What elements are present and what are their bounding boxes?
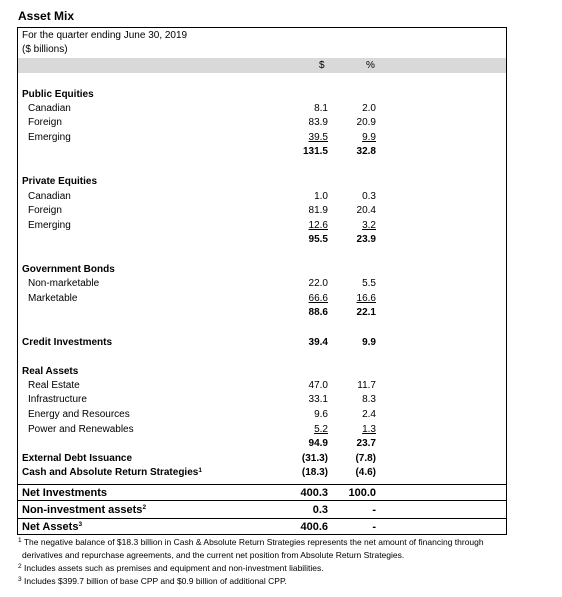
row-label: Real Estate: [28, 380, 80, 391]
percent-value: 0.3: [362, 191, 376, 202]
row-label: Emerging: [28, 220, 71, 231]
dollar-value: 12.6: [308, 220, 328, 231]
row-label: Energy and Resources: [28, 409, 130, 420]
percent-value: 22.1: [356, 307, 376, 318]
row-label: Marketable: [28, 293, 78, 304]
percent-value: 9.9: [362, 132, 376, 143]
percent-value: 1.3: [362, 424, 376, 435]
divider-net-investments-bottom: [18, 500, 506, 501]
dollar-value: 39.4: [308, 337, 328, 348]
row-label: Foreign: [28, 117, 62, 128]
percent-value: 9.9: [362, 337, 376, 348]
page-title: Asset Mix: [18, 9, 75, 23]
footnote-text: derivatives and repurchase agreements, and the current net position from Absolute Return Strategies.: [22, 550, 405, 560]
percent-value: 5.5: [362, 278, 376, 289]
dollar-column-header: $: [319, 60, 325, 71]
footnote-number: 1: [18, 537, 22, 544]
percent-value: 11.7: [357, 380, 376, 391]
row-label: Net Investments: [22, 487, 107, 499]
footnote: [18, 536, 484, 549]
dollar-value: 81.9: [308, 205, 328, 216]
percent-value: 20.9: [356, 117, 376, 128]
footnote-text: Includes assets such as premises and equipment and non-investment liabilities.: [24, 563, 324, 573]
percent-value: 8.3: [362, 394, 376, 405]
percent-value: 32.8: [356, 146, 376, 157]
row-label: Private Equities: [22, 176, 98, 187]
dollar-value: 47.0: [308, 380, 328, 391]
row-label: Foreign: [28, 205, 62, 216]
footnote-text: Includes $399.7 billion of base CPP and $0.9 billion of additional CPP.: [24, 576, 287, 586]
row-label: Canadian: [28, 103, 71, 114]
dollar-value: 95.5: [308, 234, 328, 245]
row-label: Credit Investments: [22, 337, 113, 348]
footnote-marker: 2: [142, 504, 147, 511]
row-label: Emerging: [28, 132, 71, 143]
dollar-value: 94.9: [308, 438, 328, 449]
column-header-band: [18, 58, 506, 73]
dollar-value: 131.5: [302, 146, 328, 157]
row-label: Infrastructure: [28, 394, 87, 405]
row-label: Public Equities: [22, 89, 94, 100]
units-subtitle: ($ billions): [22, 44, 68, 55]
row-label: Net Assets$^3$: [22, 521, 83, 533]
dollar-value: 9.6: [314, 409, 328, 420]
percent-value: 23.9: [356, 234, 376, 245]
percent-column-header: %: [366, 60, 375, 71]
row-label: Government Bonds: [22, 264, 115, 275]
row-label: Real Assets: [22, 366, 79, 377]
percent-value: (7.8): [355, 453, 376, 464]
row-label: Canadian: [28, 191, 71, 202]
footnote: [18, 575, 287, 588]
dollar-value: 400.6: [300, 521, 328, 533]
dollar-value: 1.0: [314, 191, 328, 202]
divider-net-investments-top: [18, 484, 506, 485]
dollar-value: 400.3: [300, 487, 328, 499]
dollar-value: 0.3: [312, 504, 328, 516]
footnote: [18, 562, 324, 575]
footnote-marker: 3: [78, 521, 83, 528]
footnote-text: The negative balance of $18.3 billion in Cash & Absolute Return Strategies represents the net amount of financing through: [23, 537, 484, 547]
percent-value: (4.6): [355, 467, 376, 478]
percent-value: 100.0: [348, 487, 376, 499]
dollar-value: 39.5: [308, 132, 328, 143]
period-subtitle: For the quarter ending June 30, 2019: [22, 30, 188, 41]
divider-non-investment-bottom: [18, 518, 506, 519]
row-label: Cash and Absolute Return Strategies$^1$: [22, 467, 202, 478]
percent-value: -: [372, 504, 376, 516]
percent-value: 20.4: [356, 205, 376, 216]
percent-value: 23.7: [356, 438, 376, 449]
dollar-value: (31.3): [301, 453, 328, 464]
percent-value: 3.2: [362, 220, 376, 231]
dollar-value: 22.0: [308, 278, 328, 289]
footnote: [22, 549, 404, 562]
percent-value: -: [372, 521, 376, 533]
footnote-number: 3: [18, 576, 22, 583]
percent-value: 2.4: [362, 409, 376, 420]
dollar-value: 5.2: [314, 424, 328, 435]
dollar-value: 66.6: [308, 293, 328, 304]
row-label: External Debt Issuance: [22, 453, 133, 464]
percent-value: 16.6: [356, 293, 376, 304]
footnote-marker: 1: [198, 467, 202, 474]
row-label: Non-marketable: [28, 278, 100, 289]
row-label: Power and Renewables: [28, 424, 134, 435]
dollar-value: 8.1: [314, 103, 328, 114]
percent-value: 2.0: [362, 103, 376, 114]
dollar-value: 88.6: [308, 307, 328, 318]
row-label: Non-investment assets$^2$: [22, 504, 147, 516]
dollar-value: 83.9: [308, 117, 328, 128]
dollar-value: 33.1: [308, 394, 328, 405]
dollar-value: (18.3): [301, 467, 328, 478]
footnote-number: 2: [18, 563, 22, 570]
